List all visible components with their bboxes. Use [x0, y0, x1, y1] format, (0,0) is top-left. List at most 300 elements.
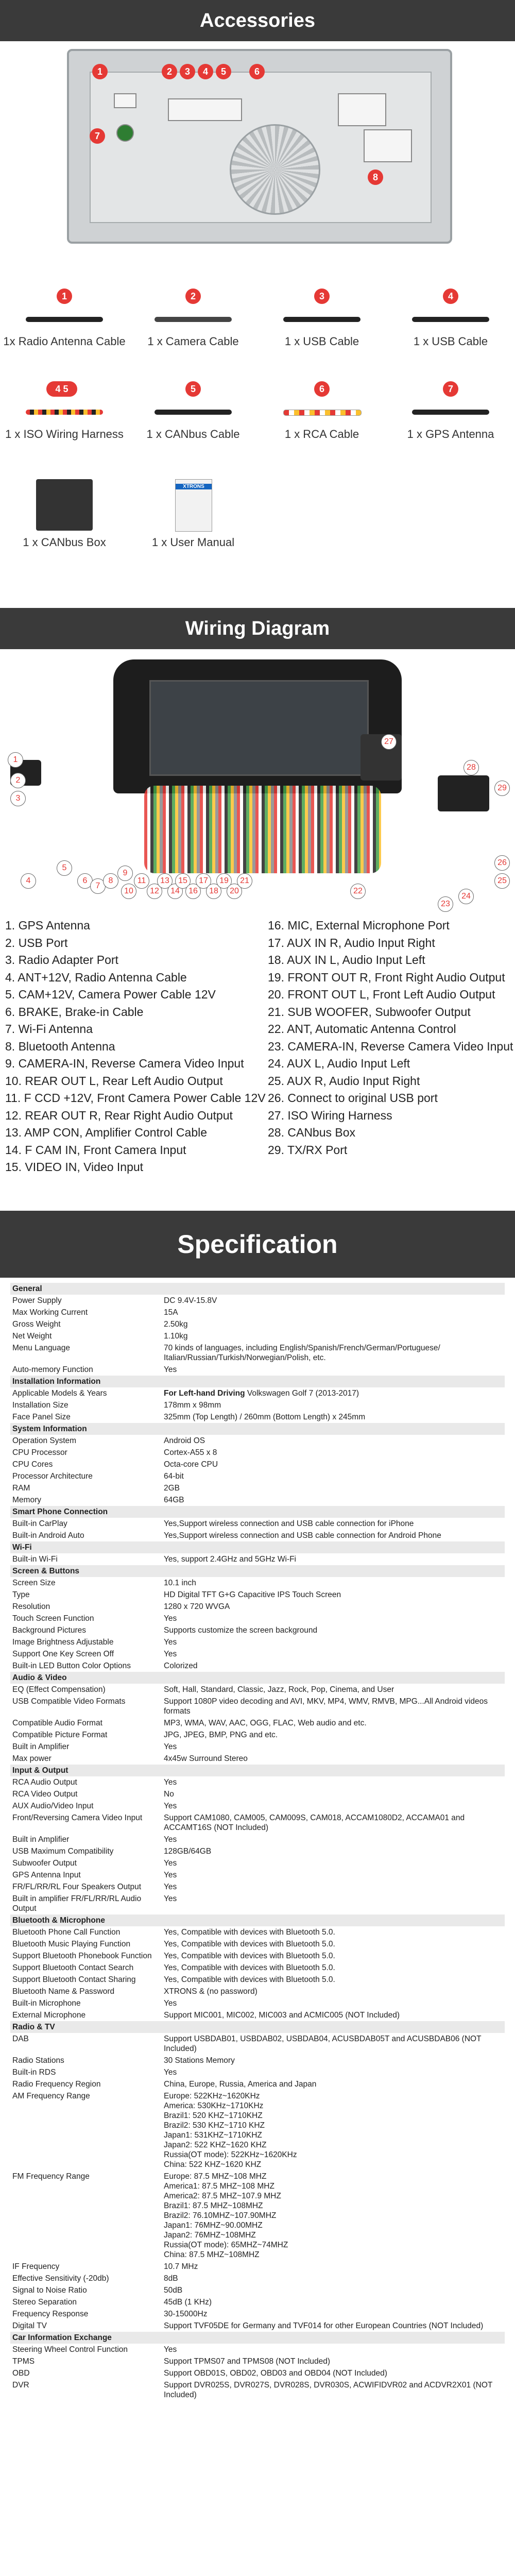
legend-item: 14. F CAM IN, Front Camera Input: [5, 1143, 186, 1157]
spec-section-header: [10, 1541, 505, 1553]
spec-value: 70 kinds of languages, including English/Spanish/French/German/Portuguese/ Italian/Russian/Turkish/Norwegian/Polish, etc.: [164, 1344, 440, 1362]
spec-row: [10, 2055, 505, 2066]
spec-key: RCA Audio Output: [12, 1778, 77, 1787]
spec-section-header: [10, 2021, 505, 2033]
spec-row: [10, 2355, 505, 2367]
spec-key: Type: [12, 1590, 30, 1599]
spec-value: [162, 1387, 505, 1399]
spec-row: [10, 2344, 505, 2355]
spec-value: Supports customize the screen background: [164, 1626, 318, 1635]
badge-6: 6: [249, 64, 265, 79]
cable-image: [283, 317, 360, 322]
spec-row: [10, 1845, 505, 1857]
spec-key: GPS Antenna Input: [12, 1871, 81, 1879]
spec-key: Operation System: [12, 1436, 77, 1445]
legend-item: 25. AUX R, Audio Input Right: [268, 1074, 420, 1088]
accessory-label: 1 x Camera Cable: [147, 335, 239, 348]
spec-key: RCA Video Output: [12, 1790, 78, 1799]
canbus-box-image: [438, 775, 489, 811]
cable-image: [412, 317, 489, 322]
callout-4: 4: [21, 873, 36, 889]
spec-value: Yes: [164, 1650, 177, 1658]
legend-item: 10. REAR OUT L, Rear Left Audio Output: [5, 1074, 223, 1088]
callout-15: 15: [175, 873, 191, 889]
spec-section-title: Bluetooth & Microphone: [10, 1914, 505, 1926]
spec-key: Support One Key Screen Off: [12, 1650, 114, 1658]
spec-row: [10, 1613, 505, 1624]
spec-value: Yes: [164, 1894, 177, 1903]
accessory-item: [258, 381, 386, 441]
spec-row: [10, 2379, 505, 2401]
spec-value: 1280 x 720 WVGA: [164, 1602, 230, 1611]
accessory-label: 1 x USB Cable: [413, 335, 488, 348]
accessory-label: 1 x RCA Cable: [284, 428, 359, 440]
spec-value: 2GB: [164, 1484, 180, 1493]
spec-row: [10, 1834, 505, 1845]
spec-row: [10, 1986, 505, 1997]
spec-key: Frequency Response: [12, 2310, 89, 2318]
spec-value: Yes, Compatible with devices with Bluetooth 5.0.: [164, 1940, 335, 1948]
spec-value: Yes,Support wireless connection and USB cable connection for Android Phone: [164, 1531, 441, 1540]
item-badge: 7: [443, 381, 458, 397]
legend-right-column: [268, 917, 513, 1159]
spec-section-header: [10, 1914, 505, 1926]
spec-row: [10, 1893, 505, 1914]
spec-row: [10, 2284, 505, 2296]
spec-value: 1.10kg: [164, 1332, 188, 1341]
spec-value: Soft, Hall, Standard, Classic, Jazz, Rock, Pop, Cinema, and User: [164, 1685, 394, 1694]
spec-key: CPU Processor: [12, 1448, 67, 1457]
legend-item: 21. SUB WOOFER, Subwoofer Output: [268, 1005, 471, 1019]
spec-value-emphasis: For Left-hand Driving: [164, 1389, 245, 1398]
spec-row: [10, 1997, 505, 2009]
spec-key: Stereo Separation: [12, 2298, 77, 2307]
spec-row: [10, 1411, 505, 1423]
spec-key: OBD: [12, 2369, 30, 2378]
spec-row: [10, 1729, 505, 1741]
callout-10: 10: [121, 884, 136, 899]
spec-key: Built-in Microphone: [12, 1999, 81, 2008]
spec-value: 128GB/64GB: [164, 1847, 212, 1856]
callout-18: 18: [206, 884, 221, 899]
accessory-label: 1 x USB Cable: [284, 335, 359, 348]
spec-row: [10, 1387, 505, 1399]
callout-11: 11: [134, 873, 149, 889]
spec-key: Radio Frequency Region: [12, 2080, 101, 2089]
spec-value: 4x45w Surround Stereo: [164, 1754, 248, 1763]
item-badge: 1: [57, 289, 72, 304]
spec-value: XTRONS & (no password): [164, 1987, 258, 1996]
head-unit-screen: [149, 680, 369, 776]
spec-row: [10, 1812, 505, 1834]
spec-section-title: Wi-Fi: [10, 1541, 505, 1553]
spec-value: Support DVR025S, DVR027S, DVR028S, DVR030S, ACWIFIDVR02 and ACDVR2X01 (NOT Included): [164, 2381, 493, 2399]
spec-section-title: Car Information Exchange: [10, 2332, 505, 2344]
accessory-label: 1 x ISO Wiring Harness: [5, 428, 124, 440]
spec-row: [10, 1318, 505, 1330]
spec-key: Gross Weight: [12, 1320, 61, 1329]
callout-9: 9: [117, 866, 133, 881]
spec-row: [10, 1717, 505, 1729]
callout-26: 26: [494, 855, 510, 871]
accessories-heading: Accessories: [0, 0, 515, 41]
callout-19: 19: [216, 873, 232, 889]
spec-value: Europe: 522KHz~1620KHz America: 530KHz~1710KHz Brazil1: 520 KHZ~1710KHZ Brazil2: 530 KHZ~1710 KHZ Japan1: 531KHZ~1710KHZ Japan2: 522 KHZ~1620 KHZ Russia(OT mode): 522KHz~1620KHz China: 522 KHZ~1620 KHZ: [164, 2092, 297, 2169]
spec-key: Built-in Android Auto: [12, 1531, 84, 1540]
legend-item: 15. VIDEO IN, Video Input: [5, 1160, 144, 1174]
spec-key: RAM: [12, 1484, 30, 1493]
spec-row: [10, 1364, 505, 1376]
legend-item: 22. ANT, Automatic Antenna Control: [268, 1022, 456, 1036]
spec-value: Yes: [164, 1742, 177, 1751]
callout-12: 12: [147, 884, 162, 899]
spec-row: [10, 1494, 505, 1506]
legend-item: 5. CAM+12V, Camera Power Cable 12V: [5, 988, 216, 1001]
spec-row: [10, 2320, 505, 2332]
spec-key: Menu Language: [12, 1344, 71, 1352]
spec-value: 15A: [164, 1308, 178, 1317]
legend-item: 2. USB Port: [5, 936, 68, 950]
rear-panel: [90, 72, 432, 223]
spec-row: [10, 1553, 505, 1565]
spec-key: Front/Reversing Camera Video Input: [12, 1814, 143, 1822]
cable-image: [154, 410, 232, 415]
spec-key: DAB: [12, 2035, 29, 2043]
spec-row: [10, 1881, 505, 1893]
spec-row: [10, 2296, 505, 2308]
spec-section-title: Screen & Buttons: [10, 1565, 505, 1577]
spec-key: DVR: [12, 2381, 29, 2389]
spec-key: Resolution: [12, 1602, 50, 1611]
spec-section-title: General: [10, 1283, 505, 1295]
cable-image: [283, 410, 362, 416]
spec-value: No: [164, 1790, 174, 1799]
spec-row: [10, 1741, 505, 1753]
spec-value: Android OS: [164, 1436, 205, 1445]
canbus-connector: [364, 129, 412, 162]
spec-value: 50dB: [164, 2286, 183, 2295]
callout-22: 22: [350, 884, 366, 899]
spec-value: Yes: [164, 1778, 177, 1787]
spec-key: FM Frequency Range: [12, 2172, 90, 2181]
spec-key: Bluetooth Phone Call Function: [12, 1928, 121, 1937]
spec-row: [10, 1684, 505, 1696]
spec-value: Yes: [164, 2345, 177, 2354]
spec-key: Built in Amplifier: [12, 1835, 70, 1844]
spec-value: Support 1080P video decoding and AVI, MKV, MP4, WMV, RMVB, MPG...All Android videos formats: [164, 1697, 488, 1716]
spec-key: USB Maximum Compatibility: [12, 1847, 114, 1856]
harness-connector: [168, 98, 242, 121]
iso-connector: [338, 93, 386, 126]
rear-connector: [114, 93, 136, 108]
spec-row: [10, 1926, 505, 1938]
spec-key: Support Bluetooth Contact Sharing: [12, 1975, 136, 1984]
item-badge: 3: [314, 289, 330, 304]
spec-section-header: [10, 1765, 505, 1776]
spec-value: Yes: [164, 1638, 177, 1647]
accessory-item: [258, 289, 386, 348]
spec-value: Yes: [164, 1999, 177, 2008]
spec-value: 8dB: [164, 2274, 178, 2283]
spec-row: [10, 1589, 505, 1601]
spec-key: Effective Sensitivity (-20db): [12, 2274, 109, 2283]
spec-value: Yes, support 2.4GHz and 5GHz Wi-Fi: [164, 1555, 296, 1564]
callout-14: 14: [167, 884, 183, 899]
legend-item: 12. REAR OUT R, Rear Right Audio Output: [5, 1108, 233, 1122]
spec-row: [10, 2078, 505, 2090]
spec-key: Image Brightness Adjustable: [12, 1638, 114, 1647]
spec-key: Subwoofer Output: [12, 1859, 77, 1868]
spec-key: Background Pictures: [12, 1626, 87, 1635]
legend-item: 13. AMP CON, Amplifier Control Cable: [5, 1126, 208, 1139]
legend-item: 27. ISO Wiring Harness: [268, 1108, 392, 1122]
spec-row: [10, 1342, 505, 1364]
spec-row: [10, 2171, 505, 2261]
spec-key: Signal to Noise Ratio: [12, 2286, 87, 2295]
spec-value: 10.1 inch: [164, 1579, 196, 1587]
spec-row: [10, 1399, 505, 1411]
spec-key: Steering Wheel Control Function: [12, 2345, 128, 2354]
item-badge: 6: [314, 381, 330, 397]
spec-key: USB Compatible Video Formats: [12, 1697, 126, 1706]
accessory-item: [0, 289, 129, 348]
legend-item: 19. FRONT OUT R, Front Right Audio Output: [268, 970, 505, 984]
cable-image: [154, 317, 232, 322]
badge-8: 8: [368, 170, 383, 185]
spec-value: 30-15000Hz: [164, 2310, 208, 2318]
accessory-label: 1 x GPS Antenna: [407, 428, 494, 440]
spec-row: [10, 1447, 505, 1459]
spec-value: 10.7 MHz: [164, 2262, 198, 2271]
wire-bundle: [144, 786, 381, 873]
spec-value: Yes: [164, 1883, 177, 1891]
spec-key: External Microphone: [12, 2011, 86, 2020]
spec-key: Screen Size: [12, 1579, 56, 1587]
wiring-diagram-photo: [0, 657, 515, 914]
spec-section-title: System Information: [10, 1423, 505, 1435]
spec-row: [10, 1624, 505, 1636]
head-unit: [113, 659, 402, 793]
spec-key: Built-in CarPlay: [12, 1519, 67, 1528]
gps-connector: [116, 124, 134, 142]
spec-value: Support TVF05DE for Germany and TVF014 for other European Countries (NOT Included): [164, 2321, 484, 2330]
callout-5: 5: [57, 860, 72, 876]
legend-item: 23. CAMERA-IN, Reverse Camera Video Input: [268, 1039, 513, 1053]
spec-key: Compatible Audio Format: [12, 1719, 102, 1727]
legend-item: 28. CANbus Box: [268, 1126, 356, 1139]
spec-value: Europe: 87.5 MHZ~108 MHZ America1: 87.5 MHZ~108 MHZ America2: 87.5 MHZ~107.9 MHZ Brazil1: 87.5 MHZ~108MHZ Brazil2: 76.10MHZ~107.90MHZ Japan1: 76MHZ~90.00MHZ Japan2: 76MHZ~108MHZ Russia(OT mode): 65MHZ~74MHZ China: 87.5 MHZ~108MHZ: [164, 2172, 288, 2259]
legend-item: 24. AUX L, Audio Input Left: [268, 1057, 410, 1070]
spec-key: CPU Cores: [12, 1460, 53, 1469]
spec-row: [10, 1962, 505, 1974]
badge-2: 2: [162, 64, 177, 79]
accessory-item: [129, 479, 258, 549]
accessory-item: [386, 289, 515, 348]
callout-7: 7: [90, 878, 106, 894]
wiring-heading: Wiring Diagram: [0, 608, 515, 649]
spec-value: Yes, Compatible with devices with Bluetooth 5.0.: [164, 1952, 335, 1960]
spec-key: Memory: [12, 1496, 41, 1504]
spec-row: [10, 1636, 505, 1648]
specification-table-container: [10, 1283, 505, 2401]
spec-key: TPMS: [12, 2357, 35, 2366]
spec-row: [10, 2009, 505, 2021]
spec-row: [10, 1938, 505, 1950]
callout-23: 23: [438, 896, 453, 912]
spec-value: China, Europe, Russia, America and Japan: [164, 2080, 317, 2089]
accessory-label: 1 x User Manual: [151, 536, 235, 549]
callout-16: 16: [185, 884, 201, 899]
legend-item: 6. BRAKE, Brake-in Cable: [5, 1005, 144, 1019]
spec-value: Yes: [164, 1802, 177, 1810]
accessory-item: [0, 479, 129, 549]
callout-24: 24: [458, 889, 474, 904]
accessory-label: 1 x CANbus Box: [23, 536, 106, 549]
spec-value: Cortex-A55 x 8: [164, 1448, 217, 1457]
spec-section-title: Audio & Video: [10, 1672, 505, 1684]
spec-row: [10, 1950, 505, 1962]
spec-value: Yes, Compatible with devices with Bluetooth 5.0.: [164, 1928, 335, 1937]
callout-8: 8: [103, 873, 118, 889]
spec-value: Yes: [164, 1859, 177, 1868]
accessory-label: 1 x CANbus Cable: [146, 428, 240, 440]
spec-row: [10, 1660, 505, 1672]
legend-item: 7. Wi-Fi Antenna: [5, 1022, 93, 1036]
spec-row: [10, 1482, 505, 1494]
spec-row: [10, 1696, 505, 1717]
legend-item: 3. Radio Adapter Port: [5, 953, 118, 967]
spec-section-header: [10, 2332, 505, 2344]
callout-17: 17: [196, 873, 211, 889]
callout-3: 3: [10, 791, 26, 806]
spec-row: [10, 1869, 505, 1881]
badge-1: 1: [92, 64, 108, 79]
accessory-item: [0, 381, 129, 441]
canbus-box-image: [36, 479, 93, 531]
legend-item: 18. AUX IN L, Audio Input Left: [268, 953, 425, 967]
spec-value: Yes: [164, 2068, 177, 2077]
legend-item: 26. Connect to original USB port: [268, 1091, 438, 1105]
spec-value: Yes: [164, 1614, 177, 1623]
callout-27: 27: [381, 734, 397, 750]
spec-key: Support Bluetooth Phonebook Function: [12, 1952, 152, 1960]
spec-value: JPG, JPEG, BMP, PNG and etc.: [164, 1731, 278, 1739]
spec-value: 30 Stations Memory: [164, 2056, 235, 2065]
spec-key: Max power: [12, 1754, 52, 1763]
spec-row: [10, 2273, 505, 2284]
spec-value: Support OBD01S, OBD02, OBD03 and OBD04 (NOT Included): [164, 2369, 387, 2378]
spec-row: [10, 1435, 505, 1447]
specification-heading: Specification: [0, 1211, 515, 1278]
spec-value: 45dB (1 KHz): [164, 2298, 212, 2307]
spec-row: [10, 1788, 505, 1800]
spec-value: Octa-core CPU: [164, 1460, 218, 1469]
spec-section-header: [10, 1423, 505, 1435]
spec-key: Built-in LED Button Color Options: [12, 1662, 131, 1670]
callout-28: 28: [464, 760, 479, 775]
spec-value: HD Digital TFT G+G Capacitive IPS Touch Screen: [164, 1590, 341, 1599]
spec-value: Yes: [164, 1365, 177, 1374]
spec-key: Built-in Wi-Fi: [12, 1555, 58, 1564]
spec-section-title: Input & Output: [10, 1765, 505, 1776]
spec-value: DC 9.4V-15.8V: [164, 1296, 217, 1305]
spec-key: Applicable Models & Years: [12, 1389, 107, 1398]
spec-key: Touch Screen Function: [12, 1614, 94, 1623]
spec-section-header: [10, 1672, 505, 1684]
spec-value: Support USBDAB01, USBDAB02, USBDAB04, ACUSBDAB05T and ACUSBDAB06 (NOT Included): [164, 2035, 482, 2053]
spec-row: [10, 1648, 505, 1660]
spec-row: [10, 2261, 505, 2273]
spec-key: AM Frequency Range: [12, 2092, 90, 2100]
spec-key: FR/FL/RR/RL Four Speakers Output: [12, 1883, 142, 1891]
spec-value: 64-bit: [164, 1472, 184, 1481]
accessory-item: [129, 289, 258, 348]
spec-key: Digital TV: [12, 2321, 47, 2330]
spec-value: Yes,Support wireless connection and USB cable connection for iPhone: [164, 1519, 414, 1528]
wiring-legend: [0, 917, 515, 1206]
user-manual-image: [175, 479, 212, 532]
spec-section-header: [10, 1565, 505, 1577]
spec-value: Yes, Compatible with devices with Bluetooth 5.0.: [164, 1963, 335, 1972]
legend-item: 16. MIC, External Microphone Port: [268, 919, 450, 932]
spec-key: Power Supply: [12, 1296, 62, 1305]
badge-5: 5: [216, 64, 231, 79]
legend-item: 9. CAMERA-IN, Reverse Camera Video Input: [5, 1057, 244, 1070]
spec-key: Net Weight: [12, 1332, 52, 1341]
legend-item: 17. AUX IN R, Audio Input Right: [268, 936, 435, 950]
item-badge: 4: [443, 289, 458, 304]
cooling-fan: [230, 124, 320, 215]
spec-key: Built-in RDS: [12, 2068, 56, 2077]
badge-7: 7: [90, 128, 105, 144]
accessory-item: [386, 381, 515, 441]
callout-25: 25: [494, 873, 510, 889]
spec-row: [10, 2033, 505, 2055]
spec-section-title: Smart Phone Connection: [10, 1506, 505, 1518]
spec-value-text: Volkswagen Golf 7 (2013-2017): [245, 1389, 359, 1398]
spec-section-header: [10, 1283, 505, 1295]
accessory-label: 1x Radio Antenna Cable: [3, 335, 126, 348]
spec-value: 64GB: [164, 1496, 184, 1504]
spec-value: 2.50kg: [164, 1320, 188, 1329]
callout-2: 2: [10, 773, 26, 788]
brand-text: XTRONS: [176, 484, 212, 489]
spec-section-header: [10, 1506, 505, 1518]
spec-key: AUX Audio/Video Input: [12, 1802, 94, 1810]
spec-value: 325mm (Top Length) / 260mm (Bottom Length) x 245mm: [164, 1413, 366, 1421]
spec-value: Yes, Compatible with devices with Bluetooth 5.0.: [164, 1975, 335, 1984]
item-badge: 2: [185, 289, 201, 304]
legend-item: 11. F CCD +12V, Front Camera Power Cable 12V: [5, 1091, 266, 1105]
accessory-item: [129, 381, 258, 441]
item-badge: 5: [185, 381, 201, 397]
spec-key: Built in amplifier FR/FL/RR/RL Audio Output: [12, 1894, 142, 1913]
spec-key: Processor Architecture: [12, 1472, 93, 1481]
legend-item: 4. ANT+12V, Radio Antenna Cable: [5, 970, 187, 984]
callout-6: 6: [77, 873, 93, 889]
item-badge: 4 5: [46, 381, 77, 397]
spec-section-title: Installation Information: [10, 1376, 505, 1387]
spec-row: [10, 1577, 505, 1589]
spec-row: [10, 1753, 505, 1765]
callout-13: 13: [157, 873, 173, 889]
spec-value: Colorized: [164, 1662, 198, 1670]
spec-row: [10, 1974, 505, 1986]
legend-item: 29. TX/RX Port: [268, 1143, 348, 1157]
legend-item: 8. Bluetooth Antenna: [5, 1039, 115, 1053]
spec-key: Built in Amplifier: [12, 1742, 70, 1751]
spec-key: Radio Stations: [12, 2056, 64, 2065]
